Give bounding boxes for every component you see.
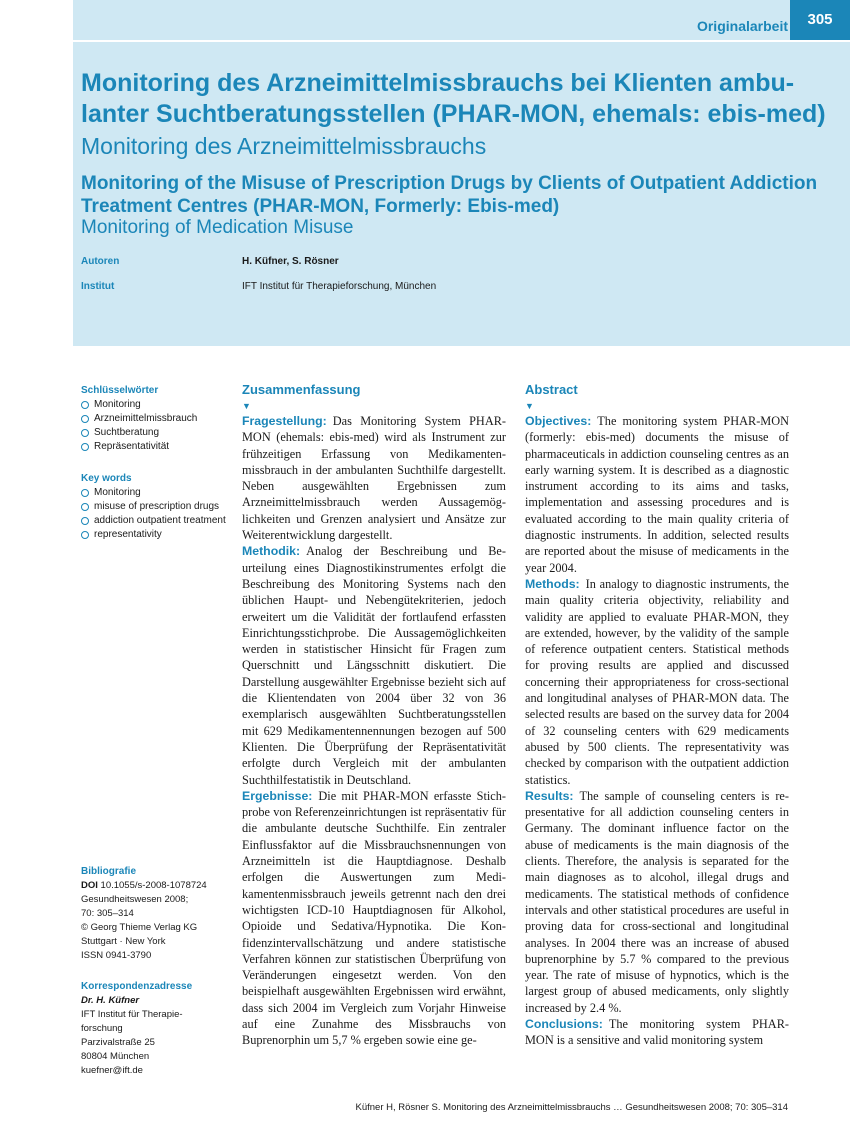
header-divider [73,40,850,42]
abstract-heading: Abstract [525,382,578,397]
page-number: 305 [790,0,850,40]
keywords-german [81,384,231,454]
keyword-list [81,486,231,542]
institute-label: Institut [81,281,115,292]
title-german: Monitoring des Arzneimittelmissbrauchs bei Klienten ambulanter Suchtberatungsstellen (PHAR-MON, ehemals: ebis-med) [81,69,826,128]
summary-german [242,381,506,1049]
summary-paragraph [242,788,506,1049]
abstract-english [525,381,789,1049]
correspondence [81,980,231,1078]
paragraph-lead: Results: [525,788,574,803]
journal: Gesundheitswesen 2008; [81,894,189,905]
paragraph-text: Analog der Beschreibung und Beurteilung eines Diagnostikinstrumentes erfolgt die Beschreibung des Monitoring Systems nach den üblichen Haupt- und Nebengütekriterien, jedoch erweitert um die Validität der fortlaufend erfassten Einrichtungsstichprobe. Die Aussagemöglichkeiten werden in statistischer Hinsicht für Fragen zum Querschnitt und Längsschnitt diskutiert. Die Darstellung ausgewählter Ergebnisse bezieht sich auf die Klientendaten von 2004 über 32 von 36 exemplarisch ausgewählten Suchtberatungsstellen mit 629 Medikamentennennungen bezogen auf 500 Klienten. Die Überprüfung der Repräsentativität erfolgte durch Vergleich mit der ambulanten Suchthilfestatistik in Deutschland. [242,544,506,787]
bibliography [81,865,231,963]
doi-label: DOI [81,880,98,891]
arrow-down-icon: ▼ [525,401,534,411]
abstract-paragraph [525,576,789,788]
abstract-paragraph [525,788,789,1016]
paragraph-text: Die mit PHAR-MON erfasste Stichprobe von Referenzeinrichtungen ist repräsentativ für die ambulante deutsche Suchthilfe. Ein zentraler Einflussfaktor auf die Missbrauchsnennungen von Arzneimitteln ist die Hauptdiagnose. Deshalb erfolgen die Auswertungen zum Medikamentenmissbrauch jeweils getrennt nach den drei wichtigsten ICD-10 Hauptdiagnosen für Alkohol, Opioide und Sedativa/Hypnotika. Die Konfidenzintervallschätzung und andere statistische Verfahren können zur statistischen Überprüfung von Veränderungen eingesetzt werden. Von den beispielhaft ausgewählten Ergebnissen wird erwähnt, dass sich 2004 im Vergleich zum Vorjahr Hinweise auf eine Zunahme des Missbrauchs von Buprenorphin um 5,7 % ergeben sowie eine ge- [242,788,506,1048]
issn: ISSN 0941-3790 [81,950,152,961]
summary-paragraph [242,543,506,787]
bibliography-heading: Bibliografie [81,866,137,877]
paragraph-lead: Methods: [525,576,580,591]
paragraph-lead: Fragestellung: [242,414,327,428]
doi: 10.1055/s-2008-1078724 [100,880,207,891]
pages: 70: 305–314 [81,908,134,919]
arrow-down-icon: ▼ [242,401,251,411]
keyword-item: Monitoring [81,398,231,412]
keyword-list [81,398,231,454]
authors: H. Küfner, S. Rösner [242,256,339,267]
paragraph-text: The monitoring system PHAR-MON is a sensitive and valid monitoring system [525,1016,789,1048]
correspondence-street: Parzivalstraße 25 [81,1037,155,1048]
keyword-item: representativity [81,528,231,542]
paragraph-lead: Conclusions: [525,1016,603,1031]
keywords-german-heading: Schlüsselwörter [81,385,159,396]
paragraph-lead: Methodik: [242,544,301,559]
keyword-item: misuse of prescription drugs [81,500,231,514]
correspondence-email[interactable]: kuefner@ift.de [81,1065,143,1076]
keyword-item: Monitoring [81,486,231,500]
copyright: © Georg Thieme Verlag KG [81,922,198,933]
short-title-english: Monitoring of Medication Misuse [81,217,354,238]
abstract-paragraph [525,413,789,576]
paragraph-lead: Ergebnisse: [242,788,313,803]
keyword-item: Repräsentativität [81,440,231,454]
correspondence-name: Dr. H. Küfner [81,995,140,1006]
paragraph-lead: Objectives: [525,414,592,428]
summary-heading: Zusammenfassung [242,382,361,397]
keywords-english [81,472,231,542]
keywords-english-heading: Key words [81,473,132,484]
keyword-item: addiction outpatient treatment [81,514,231,528]
paragraph-text: Das Monitoring System PHAR-MON (ehemals: ebis-med) wird als Instrument zur frühzeitigen Erfassung von Medikamentenmissbrauch in der ambulanten Suchthilfe dargestellt. Neben ausgewählten Ergebnissen zum Arzneimittelmissbrauch werden Aussagemöglichkeiten und Grenzen analysiert und Ansätze zur Weiterentwicklung dargestellt. [242,414,506,543]
footer-citation: Küfner H, Rösner S. Monitoring des Arzneimittelmissbrauchs … Gesundheitswesen 2008; 70: 305–314 [355,1102,788,1113]
institute: IFT Institut für Therapieforschung, München [242,281,437,292]
correspondence-city: 80804 München [81,1051,150,1062]
section-label: Originalarbeit [696,18,788,34]
summary-paragraph [242,413,506,543]
correspondence-line: IFT Institut für Therapie- [81,1009,183,1020]
abstract-paragraph [525,1016,789,1049]
correspondence-line: forschung [81,1023,123,1034]
authors-label: Autoren [81,256,120,267]
correspondence-heading: Korrespondenzadresse [81,981,193,992]
keyword-item: Arzneimittelmissbrauch [81,412,231,426]
publisher-place: Stuttgart · New York [81,936,166,947]
keyword-item: Suchtberatung [81,426,231,440]
short-title-german: Monitoring des Arzneimittelmissbrauchs [81,133,487,159]
paragraph-text: The sample of counseling centers is representative for all addiction counseling centers in Germany. The dominant influence factor on the abuse of medicaments is the main diagnosis of the clients. Therefore, the analysis is separated for the main diagnoses as to alcohol, illegal drugs and medicaments. The statistical methods of confidence intervals and other statistical procedures are useful in proving data for cross-sectional and longitudinal analyses. In 2004 there was an increase of abused buprenorphine by 5.7 % compared to the previous year. The rate of misuse of hypnotics, which is the largest group of abused medicaments, only slightly increased by 2.4 %. [525,788,789,1015]
paragraph-text: In analogy to diagnostic instruments, the main quality criteria objectivity, reliability and validity are applied to evaluate PHAR-MON, they are extended, however, by the validity of the sample of reference outpatient centers. Statistical methods for proving results are applied and discussed concerning their appropriateness for cross-sectional and longitudinal analyses of PHAR-MON data. The selected results are based on the survey data for 2004 of 32 counseling centers with 629 medicaments abused by 500 clients. The representativity was checked by comparison with the outpatient addiction statistics. [525,576,789,787]
title-english: Monitoring of the Misuse of Prescription Drugs by Clients of Outpatient Addiction Treatment Centres (PHAR-MON, Formerly: Ebis-med) [81,173,818,217]
paragraph-text: The monitoring system PHAR-MON (formerly: ebis-med) documents the misuse of pharmaceuticals in addiction counseling centres as an early warning system. It is described as a diagnostic instrument according to its aims and tasks, implementation and assessing procedures and is evaluated according to the main quality criteria of diagnostic instruments. In addition, selected results are reported about the misuse of medicaments in the year 2004. [525,414,789,575]
